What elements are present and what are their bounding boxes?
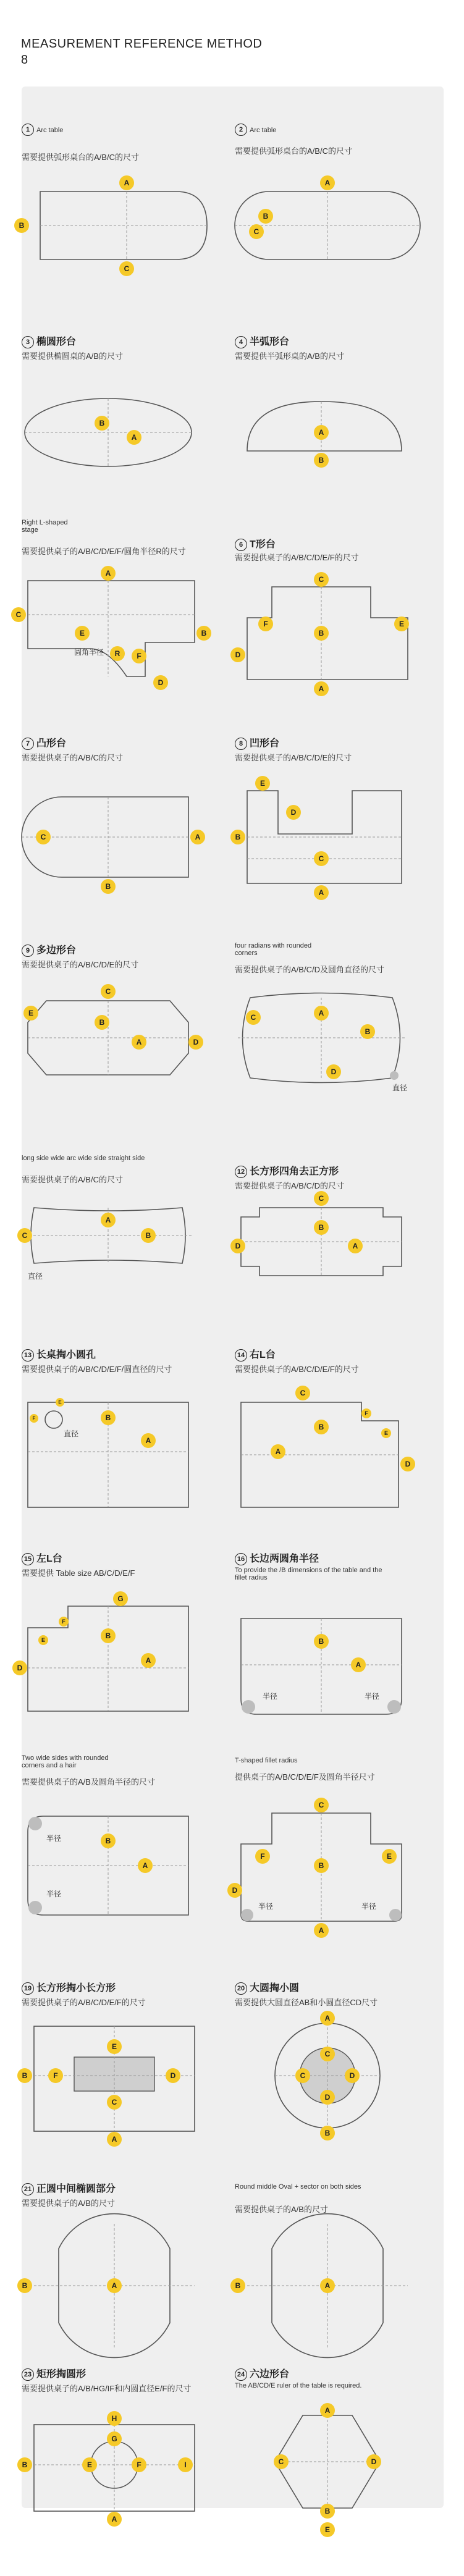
item-24: 24 六边形台 The AB/CD/E ruler of the table is required. A C D B E: [235, 2366, 439, 2576]
convex-table-diagram: [22, 778, 226, 939]
svg-text:D: D: [331, 1067, 337, 1076]
svg-text:B: B: [22, 2460, 28, 2469]
dimension-marker-c: [246, 1010, 261, 1025]
svg-text:B: B: [235, 2281, 241, 2290]
dimension-marker-b: [314, 1858, 329, 1873]
dimension-marker-c: [101, 984, 116, 999]
item-23: 23 矩形掏圆形 需要提供桌子的A/B/HG/IF和内圆直径E/F的尺寸 H G B E F I A: [22, 2366, 226, 2576]
svg-text:B: B: [22, 2071, 28, 2080]
radius-label-right: 半径: [365, 1692, 380, 1701]
svg-text:A: A: [142, 1861, 148, 1870]
dimension-marker-b: [17, 2278, 32, 2293]
diameter-label: 直径: [64, 1429, 79, 1438]
svg-text:A: A: [318, 1926, 324, 1935]
circle-inner-circle-diagram: [235, 2014, 439, 2184]
radius-label-left: 半径: [263, 1692, 278, 1701]
svg-text:A: A: [124, 179, 130, 187]
svg-text:B: B: [365, 1027, 371, 1036]
dimension-marker-a: [348, 1239, 363, 1253]
long-side-rounded-corners-diagram: [235, 1594, 439, 1754]
svg-text:A: A: [145, 1436, 151, 1445]
rectangle-corners-cut-diagram: [235, 1195, 439, 1356]
concave-table-diagram: [235, 778, 439, 939]
svg-text:D: D: [405, 1460, 411, 1468]
dimension-marker-a: [320, 175, 335, 190]
svg-text:F: F: [137, 652, 141, 660]
dimension-marker-e: [38, 1635, 48, 1645]
item-9: 9 多边形台 需要提供桌子的A/B/C/D/E的尺寸 C E B A D: [22, 942, 226, 1152]
svg-text:A: A: [111, 2515, 117, 2523]
table-with-hole-diagram: [22, 1390, 226, 1551]
item-2: 2 Arc table 需要提供弧形桌台的A/B/C的尺寸 A B C: [235, 124, 439, 334]
dimension-marker-h: [107, 2411, 122, 2426]
svg-text:A: A: [324, 2014, 331, 2022]
dimension-marker-c: [314, 1798, 329, 1812]
svg-text:E: E: [324, 2525, 331, 2534]
rectangle-inner-rectangle-diagram: [22, 2023, 226, 2184]
dimension-marker-d: [320, 2090, 335, 2105]
item-15: 15 左L台 需要提供 Table size AB/C/D/E/F G F E B A D: [22, 1551, 226, 1761]
dimension-marker-c: [17, 1228, 32, 1243]
svg-text:C: C: [318, 1194, 324, 1203]
dimension-marker-f: [361, 1408, 371, 1418]
svg-text:D: D: [158, 678, 164, 687]
dimension-marker-a: [138, 1858, 153, 1873]
four-radians-table-diagram: [235, 985, 439, 1146]
dimension-marker-b: [101, 1833, 116, 1848]
dimension-marker-c: [11, 607, 26, 622]
dimension-marker-a: [314, 885, 329, 900]
radius-label-bottom: 半径: [46, 1890, 62, 1898]
svg-text:D: D: [193, 1038, 199, 1046]
item-3: 3 椭圆形台 需要提供椭圆桌的A/B的尺寸 B A: [22, 334, 226, 544]
dimension-marker-b: [314, 1420, 329, 1434]
dimension-marker-c: [274, 2454, 289, 2469]
svg-text:B: B: [318, 456, 324, 465]
dimension-marker-c: [314, 851, 329, 866]
svg-text:R: R: [114, 649, 120, 658]
long-side-arc-table-diagram: [22, 1195, 226, 1356]
dimension-marker-d: [326, 1064, 341, 1079]
reference-panel: [15, 86, 444, 2534]
dimension-marker-b: [314, 453, 329, 468]
dimension-marker-a: [101, 1213, 116, 1227]
svg-text:A: A: [111, 2135, 117, 2144]
page-header: [21, 36, 262, 68]
item-10: four radians with rounded corners 需要提供桌子的A/B/C/D及圆角直径的尺寸 A C B D 直径: [235, 942, 439, 1152]
svg-text:D: D: [290, 808, 297, 817]
svg-text:A: A: [318, 1009, 324, 1017]
svg-text:E: E: [399, 620, 405, 628]
dimension-marker-a: [320, 2011, 335, 2026]
svg-text:B: B: [99, 419, 105, 427]
dimension-marker-e: [255, 776, 270, 791]
dimension-marker-b: [141, 1228, 156, 1243]
dimension-marker-e: [320, 2522, 335, 2537]
dimension-marker-a: [320, 2403, 335, 2418]
right-l-shaped-table-diagram: [235, 1390, 439, 1551]
svg-text:C: C: [15, 610, 22, 619]
dimension-marker-c: [36, 830, 51, 844]
svg-text:D: D: [170, 2071, 176, 2080]
svg-text:F: F: [53, 2071, 58, 2080]
dimension-marker-c: [314, 1191, 329, 1206]
svg-text:E: E: [259, 779, 266, 788]
svg-text:E: E: [386, 1852, 392, 1861]
svg-text:B: B: [105, 1837, 111, 1845]
svg-text:E: E: [86, 2460, 93, 2469]
item-8: 8 凹形台 需要提供桌子的A/B/C/D/E的尺寸 E D B C A: [235, 735, 439, 945]
dimension-marker-b: [230, 830, 245, 844]
svg-text:A: A: [324, 2281, 331, 2290]
right-l-table-diagram: [15, 562, 226, 723]
svg-text:B: B: [22, 2281, 28, 2290]
dimension-marker-f: [59, 1617, 69, 1627]
svg-text:A: A: [318, 428, 324, 437]
svg-text:E: E: [111, 2042, 117, 2051]
dimension-marker-a: [314, 1923, 329, 1938]
dimension-marker-c: [295, 2068, 310, 2083]
dimension-marker-f: [258, 617, 273, 631]
dimension-marker-b: [320, 2126, 335, 2140]
dimension-marker-d: [345, 2068, 360, 2083]
svg-text:B: B: [318, 1423, 324, 1431]
dimension-marker-a: [101, 566, 116, 581]
dimension-marker-b: [314, 1634, 329, 1649]
t-table-diagram: [235, 562, 439, 723]
dimension-marker-a: [127, 430, 141, 445]
oval-table-diagram: [22, 364, 226, 525]
svg-text:D: D: [17, 1664, 23, 1672]
svg-text:D: D: [349, 2071, 355, 2080]
dimension-marker-a: [351, 1657, 366, 1672]
hexagon-table-diagram: [235, 2406, 439, 2570]
dimension-marker-a: [132, 1035, 146, 1050]
svg-text:F: F: [62, 1618, 65, 1625]
svg-text:C: C: [250, 1013, 256, 1022]
dimension-marker-a: [141, 1653, 156, 1668]
item-7: 7 凸形台 需要提供桌子的A/B/C的尺寸 C A B: [22, 735, 226, 945]
dimension-marker-b: [17, 2457, 32, 2472]
dimension-marker-b: [230, 2278, 245, 2293]
radius-label-top: 半径: [46, 1834, 62, 1843]
dimension-marker-b: [101, 879, 116, 894]
svg-text:B: B: [318, 1637, 324, 1646]
dimension-marker-a: [320, 2278, 335, 2293]
dimension-marker-b: [14, 218, 29, 233]
svg-text:A: A: [111, 2281, 117, 2290]
svg-text:D: D: [235, 650, 241, 659]
dimension-marker-a: [314, 1006, 329, 1021]
t-shaped-fillet-diagram: [232, 1798, 439, 1958]
svg-text:G: G: [117, 1594, 124, 1603]
svg-text:D: D: [371, 2457, 377, 2466]
svg-text:A: A: [352, 1242, 358, 1250]
dimension-marker-b: [314, 1220, 329, 1235]
svg-text:E: E: [58, 1399, 62, 1405]
dimension-marker-g: [113, 1591, 128, 1606]
svg-text:D: D: [232, 1886, 238, 1895]
svg-text:A: A: [324, 2406, 331, 2415]
dimension-marker-b: [258, 209, 273, 224]
svg-text:F: F: [260, 1852, 265, 1861]
svg-text:A: A: [195, 833, 201, 841]
svg-text:F: F: [32, 1415, 36, 1421]
half-arc-table-diagram: [235, 364, 439, 525]
dimension-marker-b: [17, 2068, 32, 2083]
svg-text:C: C: [278, 2457, 284, 2466]
dimension-marker-e: [382, 1849, 397, 1864]
svg-text:E: E: [384, 1430, 389, 1436]
svg-text:B: B: [105, 882, 111, 891]
dimension-marker-d: [230, 1239, 245, 1253]
svg-text:A: A: [136, 1038, 142, 1046]
dimension-marker-b: [95, 416, 109, 431]
radius-label-right: 半径: [361, 1902, 377, 1911]
dimension-marker-d: [188, 1035, 203, 1050]
dimension-marker-c: [119, 261, 134, 276]
dimension-marker-b: [101, 1410, 116, 1425]
svg-text:C: C: [111, 2098, 117, 2107]
svg-text:B: B: [99, 1018, 105, 1027]
svg-text:D: D: [235, 1242, 241, 1250]
dimension-marker-r: [110, 646, 125, 661]
svg-text:A: A: [105, 1216, 111, 1224]
dimension-marker-d: [286, 805, 301, 820]
svg-text:B: B: [145, 1231, 151, 1240]
dimension-marker-d: [166, 2068, 180, 2083]
svg-text:B: B: [318, 1861, 324, 1870]
svg-text:C: C: [300, 1389, 306, 1397]
svg-text:A: A: [145, 1656, 151, 1665]
diameter-label: 直径: [28, 1272, 43, 1281]
svg-text:F: F: [263, 620, 268, 628]
item-16: 16 长边两圆角半径 To provide the /B dimensions of the table and the fillet radius B A 半径 半径: [235, 1551, 439, 1761]
item-11: long side wide arc wide side straight side 需要提供桌子的A/B/C的尺寸 A C B 直径: [22, 1152, 226, 1362]
dimension-marker-f: [255, 1849, 270, 1864]
dimension-marker-e: [394, 617, 409, 631]
round-middle-oval-sector-diagram: [235, 2224, 439, 2384]
svg-text:E: E: [28, 1009, 34, 1017]
dimension-marker-b: [320, 2504, 335, 2519]
svg-text:C: C: [40, 833, 46, 841]
dimension-marker-b: [196, 626, 211, 641]
svg-text:B: B: [263, 212, 269, 221]
dimension-marker-b: [101, 1628, 116, 1643]
dimension-marker-c: [249, 224, 264, 239]
dimension-marker-a: [119, 175, 134, 190]
svg-text:A: A: [105, 569, 111, 578]
circle-middle-oval-diagram: [22, 2224, 226, 2384]
svg-text:B: B: [105, 1413, 111, 1422]
svg-text:B: B: [324, 2129, 331, 2137]
svg-text:A: A: [355, 1661, 361, 1669]
svg-text:G: G: [111, 2435, 117, 2443]
dimension-marker-a: [107, 2132, 122, 2147]
dimension-marker-a: [190, 830, 205, 844]
left-l-shaped-table-diagram: [17, 1594, 226, 1754]
item-13: 13 长桌掏小圆孔 需要提供桌子的A/B/C/D/E/F/圆直径的尺寸 E F B A 直径: [22, 1347, 226, 1557]
dimension-marker-a: [107, 2512, 122, 2527]
dimension-marker-f: [132, 649, 146, 663]
item-22: Round middle Oval + sector on both sides 需要提供桌子的A/B的尺寸 B A: [235, 2181, 439, 2391]
svg-text:B: B: [324, 2507, 331, 2515]
dimension-marker-e: [75, 626, 90, 641]
rectangle-with-circle-diagram: [22, 2409, 226, 2570]
svg-text:D: D: [324, 2093, 331, 2102]
dimension-marker-e: [82, 2457, 97, 2472]
svg-text:E: E: [41, 1637, 46, 1643]
dimension-marker-f: [48, 2068, 63, 2083]
svg-text:I: I: [184, 2460, 187, 2469]
svg-text:B: B: [235, 833, 241, 841]
svg-text:E: E: [79, 629, 85, 638]
svg-text:C: C: [300, 2071, 306, 2080]
radius-label-left: 半径: [258, 1902, 274, 1911]
dimension-marker-d: [153, 675, 168, 690]
dimension-marker-d: [366, 2454, 381, 2469]
svg-text:B: B: [201, 629, 207, 638]
dimension-marker-c: [107, 2095, 122, 2110]
svg-text:H: H: [111, 2414, 117, 2423]
dimension-marker-e: [381, 1428, 391, 1438]
dimension-marker-a: [141, 1433, 156, 1448]
dimension-marker-a: [314, 425, 329, 440]
dimension-marker-b: [314, 626, 329, 641]
arc-table-diagram-1: [19, 167, 226, 327]
item-6: 6 T形台 需要提供桌子的A/B/C/D/E/F的尺寸 C F B E D A: [235, 519, 439, 729]
item-19: 19 长方形掏小长方形 需要提供桌子的A/B/C/D/E/F的尺寸 E B F D C A: [22, 1980, 226, 2190]
svg-text:A: A: [275, 1447, 281, 1456]
svg-text:F: F: [365, 1410, 368, 1416]
svg-text:C: C: [318, 1801, 324, 1809]
dimension-marker-f: [30, 1414, 38, 1423]
svg-text:A: A: [318, 684, 324, 693]
page-title: MEASUREMENT REFERENCE METHOD: [21, 37, 263, 51]
dimension-marker-e: [56, 1398, 64, 1407]
item-20: 20 大圆掏小圆 需要提供大圆直径AB和小圆直径CD尺寸 A C C D D B: [235, 1980, 439, 2190]
page-number: 8: [21, 53, 28, 67]
dimension-marker-f: [132, 2457, 146, 2472]
dimension-marker-g: [107, 2431, 122, 2446]
dimension-marker-c: [314, 572, 329, 587]
svg-text:A: A: [324, 179, 331, 187]
svg-text:B: B: [105, 1631, 111, 1640]
svg-text:C: C: [22, 1231, 28, 1240]
item-21: 21 正圆中间椭圆部分 需要提供桌子的A/B的尺寸 B A: [22, 2181, 226, 2391]
dimension-marker-d: [400, 1457, 415, 1471]
dimension-marker-b: [95, 1015, 109, 1030]
svg-text:C: C: [253, 227, 259, 236]
dimension-marker-d: [227, 1883, 242, 1898]
dimension-marker-e: [23, 1006, 38, 1021]
svg-text:B: B: [19, 221, 25, 230]
dimension-marker-d: [12, 1661, 27, 1675]
diameter-label: 直径: [392, 1084, 408, 1092]
two-rounded-sides-diagram: [22, 1798, 226, 1958]
item-12: 12 长方形四角去正方形 需要提供桌子的A/B/C/D的尺寸 C B D A: [235, 1152, 439, 1362]
dimension-marker-i: [178, 2457, 193, 2472]
svg-text:A: A: [318, 888, 324, 897]
arc-table-diagram-2: [235, 167, 439, 327]
svg-text:B: B: [318, 629, 324, 638]
svg-text:A: A: [131, 433, 137, 442]
fillet-radius-label: 圆角半径: [74, 648, 104, 657]
item-1: 1 Arc table 需要提供弧形桌台的A/B/C的尺寸 A B C: [22, 124, 226, 334]
svg-text:C: C: [324, 2050, 331, 2058]
dimension-marker-e: [107, 2039, 122, 2054]
polygon-table-diagram: [22, 985, 226, 1146]
svg-text:B: B: [318, 1223, 324, 1232]
item-18: T-shaped fillet radius 提供桌子的A/B/C/D/E/F及圆角半径尺寸 C F B E D A 半径 半径: [235, 1754, 439, 1964]
dimension-marker-b: [360, 1024, 375, 1039]
dimension-marker-c: [320, 2047, 335, 2061]
dimension-marker-d: [230, 647, 245, 662]
item-14: 14 右L台 需要提供桌子的A/B/C/D/E/F的尺寸 C F B E A D: [235, 1347, 439, 1557]
svg-text:C: C: [318, 575, 324, 584]
dimension-marker-a: [271, 1444, 285, 1459]
svg-text:F: F: [137, 2460, 141, 2469]
dimension-marker-a: [314, 681, 329, 696]
dimension-marker-c: [295, 1386, 310, 1400]
svg-text:C: C: [318, 854, 324, 863]
svg-text:C: C: [105, 987, 111, 996]
dimension-marker-a: [107, 2278, 122, 2293]
item-17: Two wide sides with rounded corners and a hair 需要提供桌子的A/B及圆角半径的尺寸 B A 半径 半径: [22, 1754, 226, 1964]
item-4: 4 半弧形台 需要提供半弧形桌的A/B的尺寸 A B: [235, 334, 439, 544]
item-5: Right L-shaped stage 需要提供桌子的A/B/C/D/E/F/圆角半径R的尺寸 A C B E R F D 圆角半径: [22, 519, 226, 729]
svg-text:C: C: [124, 264, 130, 273]
